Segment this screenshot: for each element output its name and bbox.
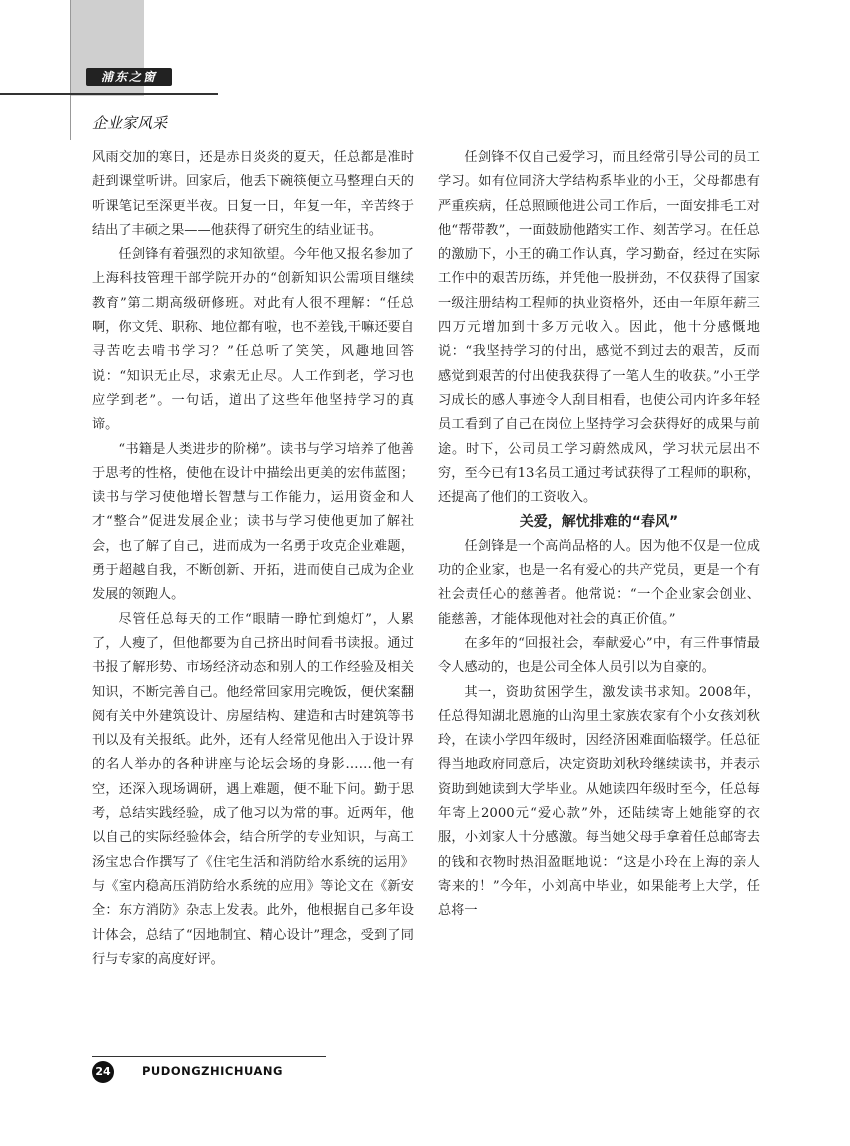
paragraph: “书籍是人类进步的阶梯”。读书与学习培养了他善于思考的性格，使他在设计中描绘出更美的宏伟蓝图；读书与学习使他增长智慧与工作能力，运用资金和人才“整合”促进发展企业；读书与学习使他更加了解社会，也了解了自己，进而成为一名勇于攻克企业难题，勇于超越自我，不断创新、开拓，进而使自己成为企业发展的领跑人。 [92, 441, 414, 603]
footer-rule [92, 1056, 326, 1057]
paragraph: 尽管任总每天的工作“眼睛一睁忙到熄灯”，人累了，人瘦了，但他都要为自己挤出时间看书读报。通过书报了解形势、市场经济动态和别人的工作经验及相关知识，不断完善自己。他经常回家用完晚饭，便伏案翻阅有关中外建筑设计、房屋结构、建造和古时建筑等书刊以及有关报纸。此外，还有人经常见他出入于设计界的名人举办的各种讲座与论坛会场的身影……他一有空，还深入现场调研，遇上难题，便不耻下问。勤于思考，总结实践经验，成了他习以为常的事。近两年，他以自己的实际经验体会，结合所学的专业知识，与高工汤宝忠合作撰写了《住宅生活和消防给水系统的运用》与《室内稳高压消防给水系统的应用》等论文在《新安全：东方消防》杂志上发表。此外，他根据自己多年设计体会，总结了“因地制宜、精心设计”理念，受到了同行与专家的高度好评。 [92, 611, 414, 967]
magazine-logo: 浦东之窗 [86, 68, 172, 86]
section-title: 企业家风采 [92, 114, 168, 132]
paragraph: 任剑锋不仅自己爱学习，而且经常引导公司的员工学习。如有位同济大学结构系毕业的小王，父母都患有严重疾病，任总照顾他进公司工作后，一面安排毛工对他“帮带教”，一面鼓励他踏实工作、刻苦学习。在任总的激励下，小王的确工作认真，学习勤奋，经过在实际工作中的艰苦历练，并凭他一股拼劲，不仅获得了国家一级注册结构工程师的执业资格外，还由一年原年薪三四万元增加到十多万元收入。因此，他十分感慨地说：“我坚持学习的付出，感觉不到过去的艰苦，反而感觉到艰苦的付出使我获得了一笔人生的收获。”小王学习成长的感人事迹令人刮目相看，也使公司内许多年轻员工看到了自己在岗位上坚持学习会获得好的成果与前途。时下，公司员工学习蔚然成风，学习状元层出不穷，至今已有13名员工通过考试获得了工程师的职称，还提高了他们的工资收入。 [438, 150, 760, 506]
paragraph: 风雨交加的寒日，还是赤日炎炎的夏天，任总都是准时赶到课堂听讲。回家后，他丢下碗筷便立马整理白天的听课笔记至深更半夜。日复一日，年复一年，辛苦终于结出了丰硕之果——他获得了研究生的结业证书。 [92, 150, 414, 238]
right-column [438, 146, 760, 924]
left-column [92, 146, 414, 972]
subheading: 关爱，解忧排难的“春风” [519, 514, 679, 531]
paragraph: 任剑锋有着强烈的求知欲望。今年他又报名参加了上海科技管理干部学院开办的“创新知识公需项目继续教育”第二期高级研修班。对此有人很不理解：“任总啊，你文凭、职称、地位都有啦，也不差钱,干嘛还要自寻苦吃去啃书学习？”任总听了笑笑，风趣地回答说：“知识无止尽，求索无止尽。人工作到老，学习也应学到老”。一句话，道出了这些年他坚持学习的真谛。 [92, 247, 414, 433]
publication-name: PUDONGZHICHUANG [142, 1064, 283, 1078]
paragraph: 任剑锋是一个高尚品格的人。因为他不仅是一位成功的企业家，也是一名有爱心的共产党员，更是一个有社会责任心的慈善者。他常说：“一个企业家会创业、能慈善，才能体现他对社会的真正价值。” [438, 538, 760, 627]
header-rule [0, 93, 218, 95]
header-vertical-rule [70, 0, 71, 140]
paragraph: 其一，资助贫困学生，激发读书求知。2008年，任总得知湖北恩施的山沟里土家族农家有个小女孩刘秋玲，在读小学四年级时，因经济困难面临辍学。任总征得当地政府同意后，决定资助刘秋玲继续读书，并表示资助到她读到大学毕业。从她读四年级时至今，任总每年寄上2000元“爱心款”外，还陆续寄上她能穿的衣服，小刘家人十分感激。每当她父母手拿着任总邮寄去的钱和衣物时热泪盈眶地说：“这是小玲在上海的亲人寄来的！”今年，小刘高中毕业，如果能考上大学，任总将一 [438, 684, 760, 919]
page-number: 24 [92, 1061, 114, 1083]
paragraph: 在多年的“回报社会，奉献爱心”中，有三件事情最令人感动的，也是公司全体人员引以为自豪的。 [438, 635, 760, 676]
